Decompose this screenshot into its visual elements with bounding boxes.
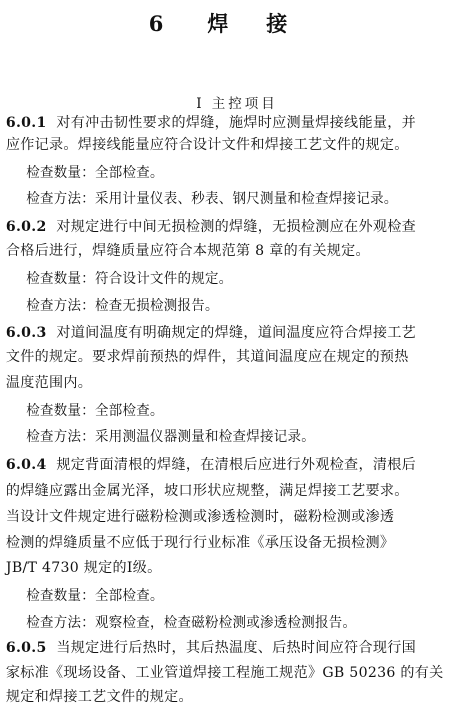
clause-6-0-5-line-3: 规定和焊接工艺文件的规定。 [5, 689, 193, 705]
clause-6-0-1-line-1: 6.0.1 对有冲击韧性要求的焊缝，施焊时应测量焊接线能量，并 [5, 114, 416, 131]
clause-6-0-4-inspection-method: 检查方法：观察检查，检查磁粉检测或渗透检测报告。 [26, 615, 357, 631]
clause-6-0-1-inspection-quantity: 检查数量：全部检查。 [26, 165, 164, 181]
clause-6-0-3-inspection-method: 检查方法：采用测温仪器测量和检查焊接记录。 [26, 429, 316, 445]
clause-6-0-4-inspection-quantity: 检查数量：全部检查。 [26, 588, 164, 604]
clause-6-0-5-line-2: 家标准《现场设备、工业管道焊接工程施工规范》GB 50236 的有关 [5, 665, 444, 681]
clause-6-0-2-line-2: 合格后进行，焊缝质量应符合本规范第 8 章的有关规定。 [5, 243, 370, 259]
clause-number: 6.0.2 [5, 218, 47, 235]
clause-6-0-1-line-2: 应作记录。焊接线能量应符合设计文件和焊接工艺文件的规定。 [5, 137, 409, 153]
clause-6-0-3-inspection-quantity: 检查数量：全部检查。 [26, 403, 164, 419]
clause-6-0-3-line-1: 6.0.3 对道间温度有明确规定的焊缝，道间温度应符合焊接工艺 [5, 324, 416, 341]
clause-number: 6.0.5 [5, 639, 47, 656]
clause-6-0-4-line-2: 的焊缝应露出金属光泽，坡口形状应规整，满足焊接工艺要求。 [5, 483, 409, 499]
clause-6-0-1-inspection-method: 检查方法：采用计量仪表、秒表、钢尺测量和检查焊接记录。 [26, 191, 398, 207]
clause-number: 6.0.3 [5, 324, 47, 341]
clause-6-0-4-line-4: 检测的焊缝质量不应低于现行行业标准《承压设备无损检测》 [5, 535, 395, 551]
clause-6-0-3-line-2: 文件的规定。要求焊前预热的焊件，其道间温度应在规定的预热 [5, 349, 409, 365]
chapter-number: 6 [148, 11, 166, 36]
clause-6-0-2-line-1: 6.0.2 对规定进行中间无损检测的焊缝，无损检测应在外观检查 [5, 218, 416, 235]
section-heading: Ⅰ 主控项目 [196, 96, 278, 112]
clause-6-0-4-line-5: JB/T 4730 规定的Ⅰ级。 [5, 560, 162, 576]
clause-6-0-3-line-3: 温度范围内。 [5, 375, 93, 391]
chapter-title-text: 焊接 [207, 11, 326, 36]
clause-6-0-4-line-1: 6.0.4 规定背面清根的焊缝，在清根后应进行外观检查，清根后 [5, 456, 416, 473]
clause-6-0-5-line-1: 6.0.5 当规定进行后热时，其后热温度、后热时间应符合现行国 [5, 639, 416, 656]
clause-6-0-2-inspection-quantity: 检查数量：符合设计文件的规定。 [26, 271, 233, 287]
clause-number: 6.0.1 [5, 114, 47, 131]
chapter-title [0, 8, 474, 38]
clause-6-0-2-inspection-method: 检查方法：检查无损检测报告。 [26, 298, 219, 314]
clause-number: 6.0.4 [5, 456, 47, 473]
clause-6-0-4-line-3: 当设计文件规定进行磁粉检测或渗透检测时，磁粉检测或渗透 [5, 509, 395, 525]
